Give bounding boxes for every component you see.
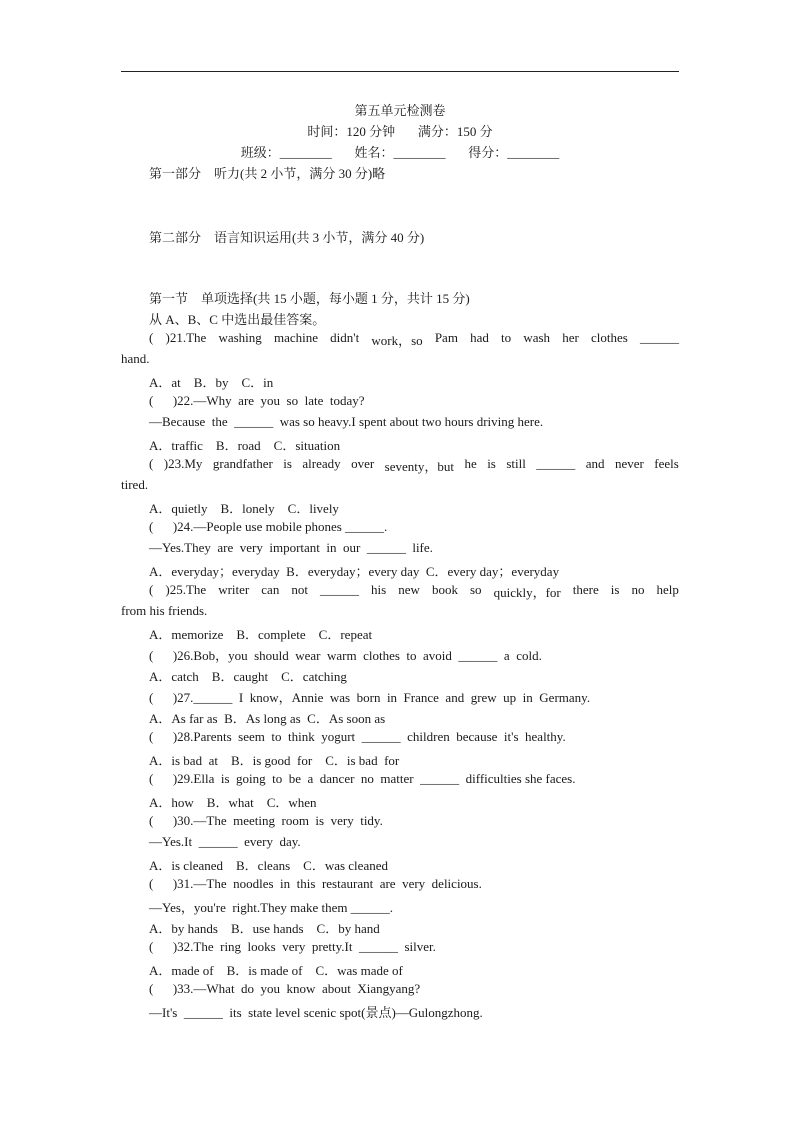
q22-stem: ( )22.—Why are you so late today? xyxy=(149,393,365,408)
q33-stem: ( )33.—What do you know about Xiangyang? xyxy=(149,981,421,996)
student-info-line: 班级：________ 姓名：________ 得分：________ xyxy=(240,145,560,160)
q33-reply: —It's ______ its state level scenic spot(景点)—Gulongzhong. xyxy=(149,1005,483,1020)
instruction-text: 从 A、B、C 中选出最佳答案。 xyxy=(149,312,326,327)
q30-stem: ( )30.—The meeting room is very tidy. xyxy=(149,813,383,828)
q30-options: A．is cleaned B．cleans C．was cleaned xyxy=(149,858,388,873)
part1-heading: 第一部分 听力(共 2 小节，满分 30 分)略 xyxy=(149,166,386,181)
q31-options: A．by hands B．use hands C．by hand xyxy=(149,921,380,936)
q31-stem: ( )31.—The noodles in this restaurant are very delicious. xyxy=(149,876,482,891)
exam-title: 第五单元检测卷 xyxy=(354,103,446,118)
q29-stem: ( )29.Ella is going to be a dancer no matter ______ difficulties she faces. xyxy=(149,771,576,786)
q23-stem: ( )23.My grandfather is already over seventy，but he is still ______ and never feels xyxy=(149,456,679,474)
q28-options: A．is bad at B．is good for C．is bad for xyxy=(149,753,400,768)
q25-stem-continued: from his friends. xyxy=(121,603,208,618)
q26-options: A．catch B．caught C．catching xyxy=(149,669,347,684)
q25-stem: ( )25.The writer can not ______ his new book so quickly，for there is no help xyxy=(149,582,679,600)
q23-options: A．quietly B．lonely C．lively xyxy=(149,501,339,516)
header-rule xyxy=(121,71,679,72)
q22-reply: —Because the ______ was so heavy.I spent about two hours driving here. xyxy=(149,414,544,429)
q31-reply: —Yes，you're right.They make them ______. xyxy=(149,900,394,915)
q27-stem: ( )27.______ I know，Annie was born in France and grew up in Germany. xyxy=(149,690,591,705)
q21-stem: ( )21.The washing machine didn't work，so Pam had to wash her clothes ______ xyxy=(149,330,679,348)
q26-stem: ( )26.Bob，you should wear warm clothes to avoid ______ a cold. xyxy=(149,648,542,663)
q25-options: A．memorize B．complete C．repeat xyxy=(149,627,373,642)
q24-reply: —Yes.They are very important in our ______ life. xyxy=(149,540,433,555)
part2-heading: 第二部分 语言知识运用(共 3 小节，满分 40 分) xyxy=(149,230,425,245)
q21-stem-continued: hand. xyxy=(121,351,150,366)
section1-heading: 第一节 单项选择(共 15 小题，每小题 1 分，共计 15 分) xyxy=(149,291,470,306)
q22-options: A．traffic B．road C．situation xyxy=(149,438,341,453)
q32-options: A．made of B．is made of C．was made of xyxy=(149,963,403,978)
q29-options: A．how B．what C．when xyxy=(149,795,317,810)
q23-stem-continued: tired. xyxy=(121,477,149,492)
q24-stem: ( )24.—People use mobile phones ______. xyxy=(149,519,388,534)
q27-options: A．As far as B．As long as C．As soon as xyxy=(149,711,386,726)
q21-options: A．at B．by C．in xyxy=(149,375,274,390)
q24-options: A．everyday；everyday B．everyday；every day C．every day；everyday xyxy=(149,564,560,579)
q28-stem: ( )28.Parents seem to think yogurt ______ children because it's healthy. xyxy=(149,729,566,744)
q30-reply: —Yes.It ______ every day. xyxy=(149,834,301,849)
q32-stem: ( )32.The ring looks very pretty.It ______ silver. xyxy=(149,939,436,954)
time-score-line: 时间：120 分钟 满分：150 分 xyxy=(307,124,493,139)
